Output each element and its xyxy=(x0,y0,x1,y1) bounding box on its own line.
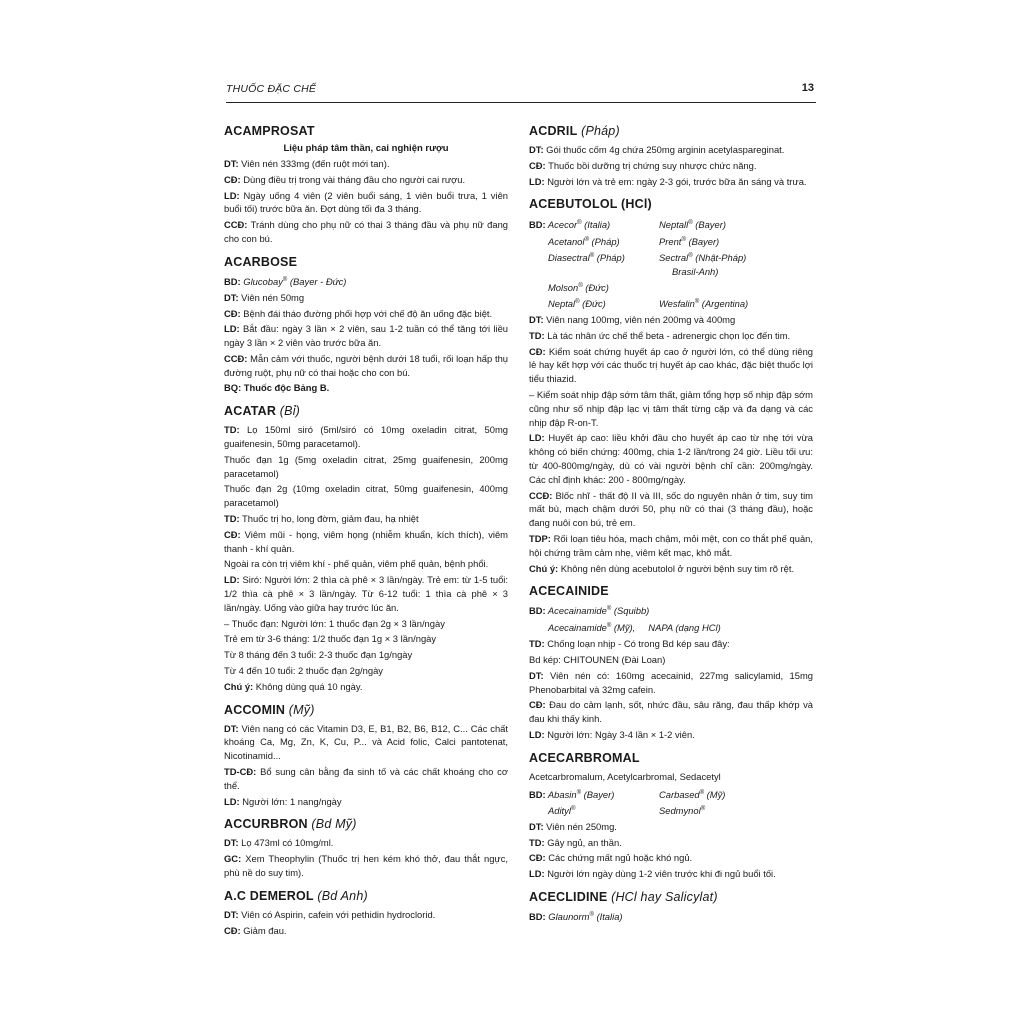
brand-name: Carbased xyxy=(659,788,700,800)
brand-name: NAPA (dạng HCl) xyxy=(648,622,721,634)
brand-origin: (Nhật-Pháp) xyxy=(692,251,747,263)
drug-name: ACECLIDINE xyxy=(529,890,608,905)
registered-mark-icon: ® xyxy=(577,220,582,227)
brand-item xyxy=(529,249,659,265)
entry-line xyxy=(529,489,813,530)
brand-list xyxy=(529,216,813,311)
brand-item: Brasil-Anh) xyxy=(672,265,719,277)
entry-title: ACEBUTOLOL (HCl) xyxy=(529,197,652,212)
registered-mark-icon: ® xyxy=(589,912,594,919)
entry-line xyxy=(224,352,508,380)
entry-line xyxy=(529,851,813,865)
brand-name: Acetanol xyxy=(548,235,585,247)
field-label: BD: xyxy=(529,605,546,617)
brand-origin: (Bayer) xyxy=(685,235,720,247)
entry-line xyxy=(224,274,508,289)
entry-acebutolol xyxy=(529,197,813,575)
brand-name: Glaunorm xyxy=(545,911,590,923)
page-number: 13 xyxy=(801,82,814,94)
field-text: Thuốc bồi dưỡng trị chứng suy nhược chức năng. xyxy=(545,159,757,171)
field-text: Kiểm soát chứng huyết áp cao ở người lớn, có thể dùng riêng lẻ hay kết hợp với các thuốc trị huyết áp cao khác, đặc biệt thuốc lợi tiểu thiazid. xyxy=(529,345,813,385)
field-label: LD: xyxy=(224,189,240,201)
field-label: BD: xyxy=(529,219,546,231)
brand-origin: (Bayer - Đức) xyxy=(287,275,347,287)
brand-item xyxy=(529,216,659,232)
brand-name: Adityl xyxy=(548,804,571,816)
field-label: CCĐ: xyxy=(224,219,248,231)
drug-origin: (Bỉ) xyxy=(276,404,301,419)
field-label: BD: xyxy=(529,788,546,800)
field-label: TD: xyxy=(529,836,545,848)
entry-accurbron xyxy=(224,817,508,879)
registered-mark-icon: ® xyxy=(606,623,612,630)
entry-line xyxy=(224,528,508,556)
field-label: CĐ: xyxy=(529,852,546,864)
field-text: Viên nén 333mg (đến ruột mới tan). xyxy=(238,158,390,169)
entry-accomin xyxy=(224,703,508,809)
entry-title: ACAMPROSAT xyxy=(224,124,315,138)
brand-name: Diasectral xyxy=(548,251,590,263)
field-label: LD: xyxy=(529,432,545,444)
brand-name: Acecor xyxy=(545,219,578,231)
field-label: CĐ: xyxy=(224,924,241,936)
entry-acarbose xyxy=(224,255,508,396)
field-label: DT: xyxy=(224,908,239,920)
brand-name: Glucobay xyxy=(240,275,283,287)
field-label: CĐ: xyxy=(529,699,546,711)
entry-line: Từ 8 tháng đến 3 tuổi: 2-3 thuốc đạn 1g/ngày xyxy=(224,649,413,661)
registered-mark-icon: ® xyxy=(578,282,583,289)
brand-item xyxy=(659,802,809,818)
field-text: Viên có Aspirin, cafein với pethidin hydroclorid. xyxy=(238,908,436,920)
registered-mark-icon: ® xyxy=(570,805,576,812)
field-label: BD: xyxy=(224,275,241,287)
registered-mark-icon: ® xyxy=(700,805,706,812)
entry-line xyxy=(224,423,508,451)
brand-origin: (Pháp) xyxy=(594,251,625,263)
drug-origin: (HCl hay Salicylat) xyxy=(607,890,718,905)
field-label: TD: xyxy=(529,329,545,341)
brand-origin: (Squibb) xyxy=(611,605,650,617)
entry-title xyxy=(529,890,813,904)
entry-line xyxy=(224,512,508,526)
field-label: Chú ý: xyxy=(224,680,254,692)
entry-line xyxy=(529,728,813,742)
brand-origin: (Mỹ) xyxy=(704,788,726,800)
field-text: Gây ngủ, an thần. xyxy=(544,836,622,848)
entry-line xyxy=(224,218,508,246)
entry-title xyxy=(224,889,508,903)
drug-origin: (Bd Anh) xyxy=(313,888,368,903)
field-text: Người lớn: 1 nang/ngày xyxy=(239,795,342,807)
field-label: LD: xyxy=(224,323,240,335)
brand-item xyxy=(659,786,809,802)
field-text: Mẫn cảm với thuốc, người bệnh dưới 18 tuổi, rối loạn hấp thụ đường ruột, phụ nữ có thai hoặc cho con bú. xyxy=(224,352,508,378)
registered-mark-icon: ® xyxy=(576,789,582,796)
entry-line: Trẻ em từ 3-6 tháng: 1/2 thuốc đạn 1g × 3 lần/ngày xyxy=(224,633,437,645)
entry-line xyxy=(529,431,813,486)
field-label: LD: xyxy=(529,728,545,740)
field-text: Viên nang có các Vitamin D3, E, B1, B2, B6, B12, C... Các chất khoáng Ca, Mg, Zn, K, Cu, P... và Acid folic, Calci pantotenat, Nicotinamid... xyxy=(224,722,508,762)
entry-aceclidine xyxy=(529,890,813,924)
field-label: TD: xyxy=(529,638,545,650)
field-label: BD: xyxy=(529,911,546,923)
entry-line: Ngoài ra còn trị viêm khí - phế quản, viêm phế quản, bệnh phổi. xyxy=(224,558,489,570)
field-text: Siró: Người lớn: 2 thìa cà phê × 3 lần/ngày. Trẻ em: từ 1-5 tuổi: 1/2 thìa cà phê × 3 lần/ngày. Từ 6-12 tuổi: 1 thìa cà phê × 3 lần/ngày. Uống vào giữa hay trước lúc ăn. xyxy=(224,574,508,613)
field-text: Gói thuốc cốm 4g chứa 250mg arginin acetylaspareginat. xyxy=(543,144,785,155)
brand-item xyxy=(659,216,809,232)
registered-mark-icon: ® xyxy=(688,220,693,227)
brand-origin: (Bayer) xyxy=(581,788,615,800)
field-label: LD: xyxy=(224,574,240,586)
brand-item xyxy=(529,265,659,279)
field-label: CĐ: xyxy=(224,307,241,319)
brand-name: Abasin xyxy=(545,788,577,800)
entry-line: – Kiểm soát nhịp đập sớm tâm thất, giảm tổng hợp số nhịp đập sớm cũng như số nhịp đập lạc vị tâm thất từng cặp và đa dạng và các nhịp đập R-on-T. xyxy=(529,389,813,428)
entry-line: Bd kép: CHITOUNEN (Đài Loan) xyxy=(529,654,666,665)
left-column xyxy=(224,124,508,946)
entry-line xyxy=(529,159,813,173)
entry-line xyxy=(224,307,508,321)
entry-line xyxy=(224,836,508,850)
brand-name: Acecainamide xyxy=(548,622,607,634)
entry-line xyxy=(224,573,508,614)
entry-subtitle: Liệu pháp tâm thần, cai nghiện rượu xyxy=(283,143,449,154)
registered-mark-icon: ® xyxy=(681,236,686,243)
entry-line xyxy=(224,852,508,880)
brand-origin: (Đức) xyxy=(579,298,606,310)
entry-title xyxy=(224,703,508,717)
entry-title xyxy=(529,124,813,138)
field-label: DT: xyxy=(224,837,239,849)
entry-line xyxy=(529,698,813,726)
field-text: Viêm mũi - họng, viêm họng (nhiễm khuẩn, kích thích), viêm thanh - khí quản. xyxy=(224,528,508,554)
brand-item xyxy=(659,295,809,311)
drug-name: A.C DEMEROL xyxy=(224,888,314,903)
entry-line: – Thuốc đạn: Người lớn: 1 thuốc đạn 2g × 3 lần/ngày xyxy=(224,617,445,629)
entry-line: Từ 4 đến 10 tuổi: 2 thuốc đạn 2g/ngày xyxy=(224,665,383,677)
brand-list xyxy=(529,786,813,818)
field-text: Là tác nhân ức chế thể beta - adrenergic chọn lọc đến tim. xyxy=(544,329,791,341)
brand-name: Neptall xyxy=(659,219,689,231)
entry-line xyxy=(529,669,813,697)
entry-line xyxy=(224,157,508,171)
entry-line xyxy=(529,345,813,386)
entry-line xyxy=(529,532,813,560)
field-text: Viên nén 50mg xyxy=(238,291,305,303)
field-text: Chống loạn nhịp - Có trong Bd kép sau đây: xyxy=(544,638,730,650)
drug-name: ACCURBRON xyxy=(224,817,308,832)
field-label: GC: xyxy=(224,853,242,865)
entry-line xyxy=(224,322,508,350)
field-text: Huyết áp cao: liều khởi đầu cho huyết áp cao từ nhẹ tới vừa không có biến chứng: 400mg, chia 1-2 lần/trong 24 giờ. Liều tối ưu: từ 400-800mg/ngày, dù có vài người bệnh chỉ cần: 200mg/ngày. Các chỉ định khác: 200 - 800mg/ngày. xyxy=(529,432,813,485)
brand-origin: (Mỹ), xyxy=(611,622,636,634)
field-label: TD: xyxy=(224,424,240,436)
entry-line xyxy=(529,143,813,157)
entry-line xyxy=(224,765,508,793)
poison-schedule: BQ: Thuốc độc Bảng B. xyxy=(224,382,330,394)
field-text: Không dùng quá 10 ngày. xyxy=(253,680,363,692)
field-text: Tránh dùng cho phụ nữ có thai 3 tháng đầu và phụ nữ đang cho con bú. xyxy=(224,219,508,244)
brand-origin: (Đức) xyxy=(582,281,609,293)
field-text: Lọ 473ml có 10mg/ml. xyxy=(238,837,334,849)
field-label: CĐ: xyxy=(224,173,241,185)
registered-mark-icon: ® xyxy=(606,606,612,613)
drug-name: ACCOMIN xyxy=(224,702,286,717)
entry-line: Thuốc đạn 2g (10mg oxeladin citrat, 50mg guaifenesin, 400mg paracetamol) xyxy=(224,483,508,509)
field-text: Bệnh đái tháo đường phối hợp với chế độ ăn uống đặc biệt. xyxy=(240,307,493,319)
entry-line: Acetcarbromalum, Acetylcarbromal, Sedacetyl xyxy=(529,770,721,782)
entry-acamprosat xyxy=(224,124,508,246)
field-label: TD: xyxy=(224,513,240,525)
field-text: Đau do cảm lạnh, sốt, nhức đầu, sâu răng, đau thấp khớp và đau khi thấy kinh. xyxy=(529,699,813,725)
field-text: Không nên dùng acebutolol ở người bệnh suy tim rõ rệt. xyxy=(558,562,795,574)
field-label: LD: xyxy=(529,868,545,880)
field-text: Lọ 150ml siró (5ml/siró có 10mg oxeladin citrat, 50mg guaifenesin, 50mg paracetamol). xyxy=(224,424,508,450)
field-text: Rối loạn tiêu hóa, mạch chậm, mỏi mệt, con co thắt phế quản, hội chứng trầm cảm nhẹ, viêm kết mạc, khô mắt. xyxy=(529,532,813,558)
entry-line xyxy=(224,722,508,763)
entry-line xyxy=(224,795,508,809)
brand-item xyxy=(659,279,809,295)
field-text: Thuốc trị ho, long đờm, giảm đau, hạ nhiệt xyxy=(239,513,419,525)
entry-line xyxy=(529,329,813,343)
entry-line xyxy=(224,173,508,187)
drug-origin: (Mỹ) xyxy=(285,702,315,717)
field-label: DT: xyxy=(529,820,544,832)
brand-name: Molson xyxy=(548,281,579,293)
field-label: DT: xyxy=(224,158,239,169)
field-text: Các chứng mất ngủ hoặc khó ngủ. xyxy=(545,852,693,864)
entry-line xyxy=(224,680,508,694)
field-label: TD-CĐ: xyxy=(224,766,257,778)
field-label: TDP: xyxy=(529,532,551,544)
field-label: CCĐ: xyxy=(224,352,248,364)
field-text: Dùng điều trị trong vài tháng đầu cho người cai rượu. xyxy=(240,173,466,185)
field-text: Xem Theophylin (Thuốc trị hen kém khó thở, đau thắt ngực, phù nề do suy tim). xyxy=(224,853,508,878)
entry-line xyxy=(224,924,508,938)
field-label: Chú ý: xyxy=(529,562,559,574)
entry-line xyxy=(224,291,508,305)
field-text: Ngày uống 4 viên (2 viên buổi sáng, 1 viên buổi trưa, 1 viên buổi tối) trước bữa ăn. Đợt dùng tối đa 3 tháng. xyxy=(224,189,508,215)
entry-line xyxy=(529,909,813,924)
entry-line xyxy=(529,562,813,576)
drug-origin: (Bd Mỹ) xyxy=(307,817,357,832)
entry-title: ACARBOSE xyxy=(224,254,298,269)
brand-name: Sedmynol xyxy=(659,804,701,816)
entry-ac-demerol xyxy=(224,889,508,938)
entry-line xyxy=(529,820,813,834)
brand-item xyxy=(659,249,809,265)
brand-origin: (Italia) xyxy=(581,219,611,231)
entry-title: ACECARBROMAL xyxy=(529,750,640,765)
field-label: LD: xyxy=(529,175,545,187)
brand-name: Acecainamide xyxy=(545,605,607,617)
running-head: THUỐC ĐẶC CHẾ xyxy=(226,83,317,95)
field-text: Blốc nhĩ - thất độ II và III, sốc do nguyên nhân ở tim, suy tim mất bù, mạch chậm dưới 50, phụ nữ có thai (3 tháng đầu), hoặc đang nuôi con bú, trẻ em. xyxy=(529,489,813,529)
entry-line xyxy=(529,313,813,327)
brand-origin: (Bayer) xyxy=(692,219,726,231)
entry-line xyxy=(224,189,508,217)
entry-title: ACECAINIDE xyxy=(529,584,609,599)
entry-title xyxy=(224,404,508,418)
field-text: Người lớn ngày dùng 1-2 viên trước khi đi ngủ buổi tối. xyxy=(544,868,776,880)
field-text: Viên nén có: 160mg acecainid, 227mg salicylamid, 15mg Phenobarbital và 32mg cafein. xyxy=(529,669,813,695)
drug-origin: (Pháp) xyxy=(577,124,620,138)
registered-mark-icon: ® xyxy=(282,276,288,283)
entry-line xyxy=(529,867,813,881)
field-text: Người lớn và trẻ em: ngày 2-3 gói, trước bữa ăn sáng và trưa. xyxy=(544,175,807,187)
field-label: DT: xyxy=(529,144,544,155)
entry-acdril xyxy=(529,124,813,188)
registered-mark-icon: ® xyxy=(584,236,589,243)
brand-item xyxy=(529,233,659,249)
entry-acecainide xyxy=(529,584,813,741)
registered-mark-icon: ® xyxy=(589,252,595,259)
drug-name: ACDRIL xyxy=(529,124,578,138)
brand-origin: (Argentina) xyxy=(699,298,749,310)
brand-item xyxy=(529,786,659,802)
registered-mark-icon: ® xyxy=(694,298,700,305)
field-label: CĐ: xyxy=(529,159,546,171)
page-header xyxy=(226,82,816,103)
brand-name: Wesfalin xyxy=(659,298,695,310)
field-text: Bắt đầu: ngày 3 lần × 2 viên, sau 1-2 tuần có thể tăng tới liều ngày 3 lần × 2 viên vào trước bữa ăn. xyxy=(224,323,508,349)
entry-title xyxy=(224,817,508,831)
registered-mark-icon: ® xyxy=(575,298,580,305)
field-label: DT: xyxy=(224,722,239,734)
field-label: DT: xyxy=(529,314,544,326)
brand-origin: (Pháp) xyxy=(588,235,620,247)
entry-line xyxy=(529,620,813,635)
field-text: Bổ sung cân bằng đa sinh tố và các chất khoáng cho cơ thể. xyxy=(224,766,508,791)
brand-item xyxy=(529,279,659,295)
field-label: CĐ: xyxy=(529,345,546,357)
field-text: Viên nén 250mg. xyxy=(543,820,617,832)
brand-item xyxy=(659,233,809,249)
entry-line xyxy=(529,603,813,618)
field-label: CĐ: xyxy=(224,528,241,540)
field-text: Giảm đau. xyxy=(240,924,287,936)
entry-line xyxy=(224,908,508,922)
drug-name: ACATAR xyxy=(224,404,277,419)
registered-mark-icon: ® xyxy=(699,789,705,796)
brand-item xyxy=(529,295,659,311)
brand-item xyxy=(529,802,659,818)
brand-origin: (Italia) xyxy=(593,911,623,923)
field-label: DT: xyxy=(224,291,239,303)
field-label: CCĐ: xyxy=(529,489,553,501)
registered-mark-icon: ® xyxy=(688,252,693,259)
field-label: LD: xyxy=(224,795,240,807)
entry-line xyxy=(529,175,813,189)
entry-line xyxy=(529,637,813,651)
field-text: Viên nang 100mg, viên nén 200mg và 400mg xyxy=(543,314,736,326)
entry-acatar xyxy=(224,404,508,693)
brand-name: Prent xyxy=(659,235,682,247)
brand-name: Neptal xyxy=(548,298,576,310)
entry-line: Thuốc đạn 1g (5mg oxeladin citrat, 25mg guaifenesin, 200mg paracetamol) xyxy=(224,453,508,479)
brand-name: Sectral xyxy=(659,251,689,263)
field-text: Người lớn: Ngày 3-4 lần × 1-2 viên. xyxy=(544,728,695,740)
field-label: DT: xyxy=(529,669,544,681)
right-column xyxy=(529,124,813,933)
entry-line xyxy=(529,836,813,850)
entry-acecarbromal xyxy=(529,751,813,881)
